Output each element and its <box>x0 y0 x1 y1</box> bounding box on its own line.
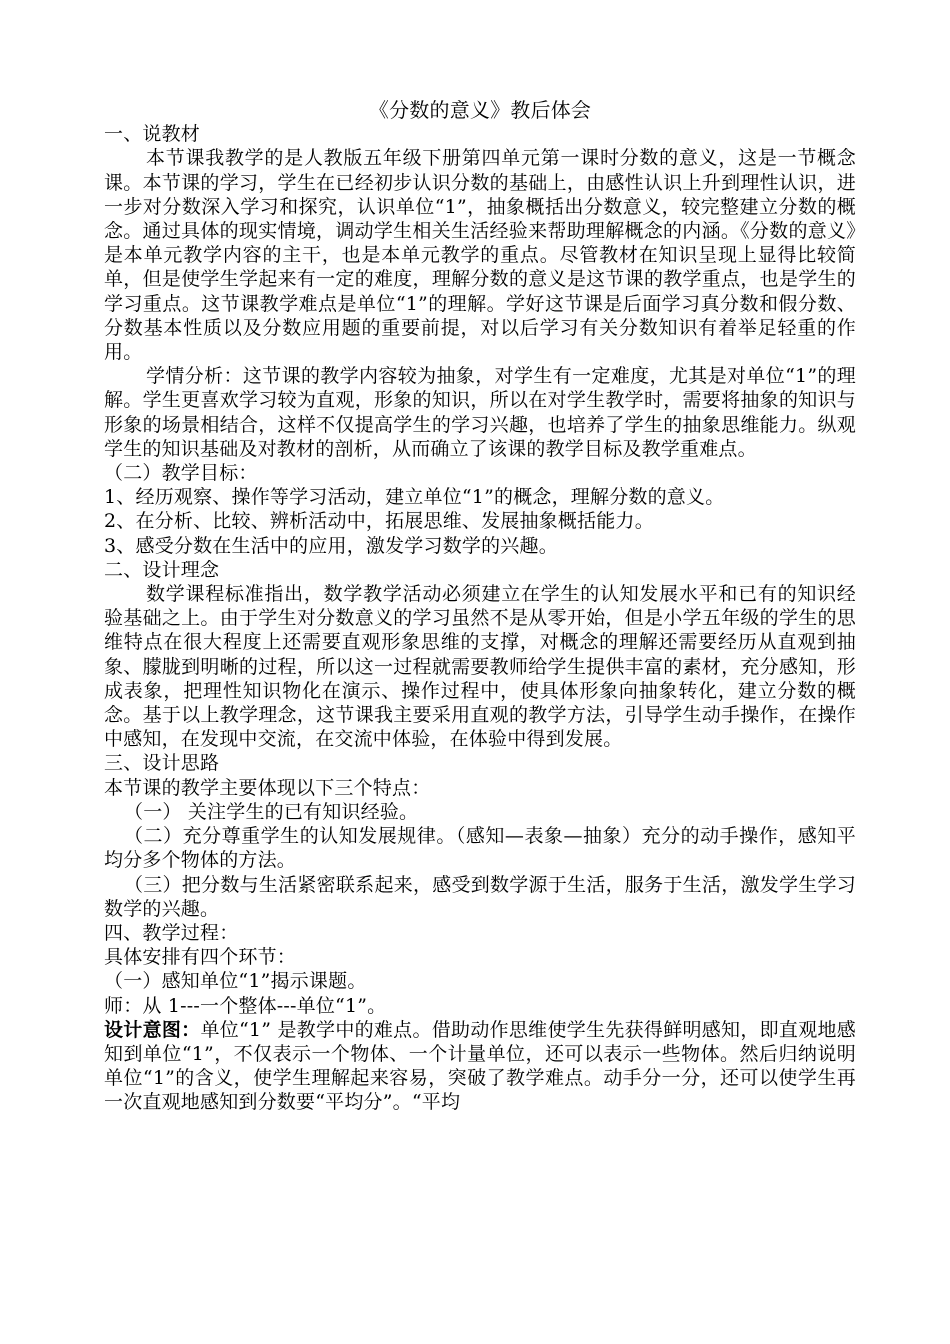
teacher-line: 师：从 1---一个整体---单位“1”。 <box>104 994 387 1017</box>
process-intro: 具体安排有四个环节： <box>104 946 297 969</box>
document-body <box>104 98 856 1115</box>
feature-item-2: （二）充分尊重学生的认知发展规律。（感知—表象—抽象）充分的动手操作，感知平均分多个物体的方法。 <box>104 825 856 872</box>
goal-item-3: 3、感受分数在生活中的应用，激发学习数学的兴趣。 <box>104 534 558 557</box>
document-title: 《分数的意义》教后体会 <box>368 98 592 122</box>
section-heading-4: 四、教学过程： <box>104 921 239 944</box>
goal-item-2: 2、在分析、比较、辨析活动中，拓展思维、发展抽象概括能力。 <box>104 510 654 533</box>
feature-item-1: （一） 关注学生的已有知识经验。 <box>124 800 419 823</box>
design-intent-paragraph <box>104 1018 856 1115</box>
design-intro: 本节课的教学主要体现以下三个特点： <box>104 776 431 799</box>
paragraph-teaching-material: 本节课我教学的是人教版五年级下册第四单元第一课时分数的意义，这是一节概念课。本节课的学习，学生在已经初步认识分数的基础上，由感性认识上升到理性认识，进一步对分数深入学习和探究，认识单位“1”，抽象概括出分数意义，较完整建立分数的概念。通过具体的现实情境，调动学生相关生活经验来帮助理解概念的内涵。《分数的意义》是本单元教学内容的主干，也是本单元教学的重点。尽管教材在知识呈现上显得比较简单，但是使学生学起来有一定的难度，理解分数的意义是这节课的教学重点，也是学生的学习重点。这节课教学难点是单位“1”的理解。学好这节课是后面学习真分数和假分数、分数基本性质以及分数应用题的重要前提，对以后学习有关分数知识有着举足轻重的作用。 <box>104 147 856 364</box>
paragraph-student-analysis: 学情分析：这节课的教学内容较为抽象，对学生有一定难度，尤其是对单位“1”的理解。学生更喜欢学习较为直观，形象的知识，所以在对学生教学时，需要将抽象的知识与形象的场景相结合，这样不仅提高学生的学习兴趣，也培养了学生的抽象思维能力。纵观学生的知识基础及对教材的剖析，从而确立了该课的教学目标及教学重难点。 <box>104 365 856 460</box>
section-heading-3: 三、设计思路 <box>104 752 220 775</box>
goals-heading: （二）教学目标： <box>104 462 258 485</box>
goal-item-1: 1、经历观察、操作等学习活动，建立单位“1”的概念，理解分数的意义。 <box>104 486 725 509</box>
step-item-1: （一）感知单位“1”揭示课题。 <box>104 970 367 993</box>
section-heading-2: 二、设计理念 <box>104 558 220 581</box>
design-intent-text: 单位“1” 是教学中的难点。借助动作思维使学生先获得鲜明感知，即直观地感知到单位“1”，不仅表示一个物体、一个计量单位，还可以表示一些物体。然后归纳说明单位“1”的含义，使学生理解起来容易，突破了教学难点。动手分一分，还可以使学生再一次直观地感知到分数要“平均分”。“平均 <box>104 1018 856 1114</box>
design-intent-label: 设计意图： <box>104 1018 201 1041</box>
section-heading-1: 一、说教材 <box>104 123 201 146</box>
paragraph-design-concept: 数学课程标准指出，数学教学活动必须建立在学生的认知发展水平和已有的知识经验基础之上。由于学生对分数意义的学习虽然不是从零开始，但是小学五年级的学生的思维特点在很大程度上还需要直观形象思维的支撑，对概念的理解还需要经历从直观到抽象、朦胧到明晰的过程，所以这一过程就需要教师给学生提供丰富的素材，充分感知，形成表象，把理性知识物化在演示、操作过程中，使具体形象向抽象转化，建立分数的概念。基于以上教学理念，这节课我主要采用直观的教学方法，引导学生动手操作，在操作中感知，在发现中交流，在交流中体验，在体验中得到发展。 <box>104 583 856 751</box>
feature-item-3: （三）把分数与生活紧密联系起来，感受到数学源于生活，服务于生活，激发学生学习数学的兴趣。 <box>104 873 856 920</box>
